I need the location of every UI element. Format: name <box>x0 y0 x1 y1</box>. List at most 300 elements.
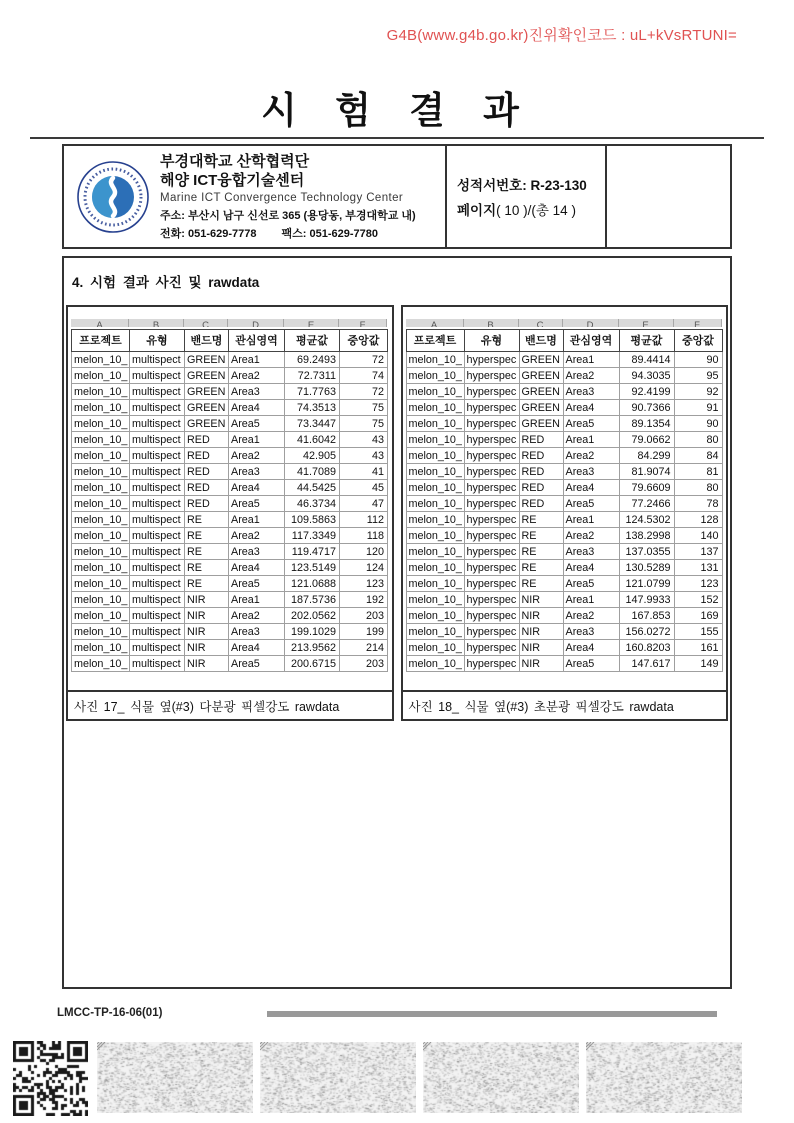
table-cell: Area5 <box>564 416 620 432</box>
table-cell: 79.6609 <box>620 480 675 496</box>
table-cell: melon_10_ <box>72 480 130 496</box>
table-cell: 80 <box>675 480 723 496</box>
page-indicator-label: 페이지 <box>457 203 497 218</box>
table-cell: Area3 <box>229 624 285 640</box>
table-cell: 120 <box>340 544 388 560</box>
table-row <box>72 608 388 624</box>
table-cell: 199.1029 <box>285 624 340 640</box>
table-cell: RED <box>520 448 564 464</box>
table-cell: 74 <box>340 368 388 384</box>
table-cell: 90.7366 <box>620 400 675 416</box>
data-strip-1 <box>97 1042 253 1113</box>
table-cell: melon_10_ <box>407 528 465 544</box>
excel-column-letter: D <box>228 319 284 327</box>
table-cell: 74.3513 <box>285 400 340 416</box>
table-cell: 149 <box>675 656 723 672</box>
column-header: 관심영역 <box>564 330 620 352</box>
table-row <box>407 416 723 432</box>
table-cell: Area4 <box>229 560 285 576</box>
table-cell: NIR <box>520 624 564 640</box>
table-cell: GREEN <box>520 416 564 432</box>
column-header: 프로젝트 <box>72 330 130 352</box>
table-cell: melon_10_ <box>72 400 130 416</box>
table-cell: multispect <box>130 496 185 512</box>
hyperspectral-excel-table <box>406 319 723 672</box>
table-cell: Area5 <box>564 576 620 592</box>
table-cell: melon_10_ <box>407 512 465 528</box>
table-cell: multispect <box>130 576 185 592</box>
table-cell: RED <box>520 464 564 480</box>
table-cell: multispect <box>130 528 185 544</box>
table-cell: 72 <box>340 352 388 368</box>
column-header: 밴드명 <box>520 330 564 352</box>
organization-info <box>160 152 416 241</box>
table-cell: 147.9933 <box>620 592 675 608</box>
table-cell: 187.5736 <box>285 592 340 608</box>
table-cell: GREEN <box>185 368 229 384</box>
table-cell: Area5 <box>564 496 620 512</box>
table-row <box>407 352 723 368</box>
table-cell: Area3 <box>229 384 285 400</box>
table-row <box>407 400 723 416</box>
column-header: 관심영역 <box>229 330 285 352</box>
table-cell: 128 <box>675 512 723 528</box>
table-cell: RE <box>520 576 564 592</box>
table-cell: melon_10_ <box>407 416 465 432</box>
table-cell: 46.3734 <box>285 496 340 512</box>
table-row <box>407 656 723 672</box>
table-cell: 77.2466 <box>620 496 675 512</box>
table-row <box>407 384 723 400</box>
document-form-code: LMCC-TP-16-06(01) <box>57 1007 163 1019</box>
table-cell: 169 <box>675 608 723 624</box>
table-cell: RE <box>185 544 229 560</box>
table-cell: RED <box>520 480 564 496</box>
footer-gray-bar <box>267 1011 717 1017</box>
table-row <box>72 496 388 512</box>
table-cell: melon_10_ <box>407 400 465 416</box>
table-cell: 72 <box>340 384 388 400</box>
excel-column-letter: C <box>184 319 228 327</box>
table-row <box>72 432 388 448</box>
table-cell: Area3 <box>564 624 620 640</box>
table-cell: Area1 <box>564 352 620 368</box>
table-cell: Area4 <box>564 400 620 416</box>
table-cell: melon_10_ <box>72 592 130 608</box>
excel-data-rows <box>71 352 388 672</box>
table-cell: 41.6042 <box>285 432 340 448</box>
table-cell: 79.0662 <box>620 432 675 448</box>
table-cell: 137.0355 <box>620 544 675 560</box>
table-cell: Area3 <box>564 464 620 480</box>
table-cell: RED <box>185 432 229 448</box>
multispectral-excel-table <box>71 319 388 672</box>
table-cell: 90 <box>675 352 723 368</box>
table-row <box>407 576 723 592</box>
photo-17-caption: 사진 17_ 식물 옆(#3) 다분광 픽셀강도 rawdata <box>68 690 392 719</box>
table-cell: RE <box>520 512 564 528</box>
multispectral-table-card <box>66 305 394 721</box>
hyperspectral-table-card <box>401 305 729 721</box>
table-row <box>72 368 388 384</box>
table-cell: 73.3447 <box>285 416 340 432</box>
table-cell: melon_10_ <box>407 576 465 592</box>
table-cell: NIR <box>520 656 564 672</box>
table-cell: 192 <box>340 592 388 608</box>
column-header: 중앙값 <box>675 330 723 352</box>
organization-cell <box>64 146 447 247</box>
table-cell: melon_10_ <box>407 368 465 384</box>
table-cell: GREEN <box>520 384 564 400</box>
table-cell: multispect <box>130 640 185 656</box>
table-cell: multispect <box>130 544 185 560</box>
table-cell: multispect <box>130 368 185 384</box>
table-cell: hyperspec <box>465 576 520 592</box>
table-cell: Area4 <box>229 400 285 416</box>
table-row <box>407 368 723 384</box>
table-cell: 147.617 <box>620 656 675 672</box>
table-cell: RED <box>185 496 229 512</box>
org-contact <box>160 225 416 241</box>
table-cell: 71.7763 <box>285 384 340 400</box>
table-row <box>72 352 388 368</box>
table-cell: Area5 <box>229 496 285 512</box>
table-cell: melon_10_ <box>407 496 465 512</box>
table-cell: RE <box>185 512 229 528</box>
table-cell: 41.7089 <box>285 464 340 480</box>
table-cell: 130.5289 <box>620 560 675 576</box>
table-row <box>407 448 723 464</box>
data-strip-3 <box>423 1042 579 1113</box>
table-cell: 109.5863 <box>285 512 340 528</box>
table-cell: melon_10_ <box>72 368 130 384</box>
table-cell: hyperspec <box>465 496 520 512</box>
table-cell: 92.4199 <box>620 384 675 400</box>
table-cell: hyperspec <box>465 432 520 448</box>
column-header: 평균값 <box>620 330 675 352</box>
table-row <box>72 640 388 656</box>
table-cell: hyperspec <box>465 544 520 560</box>
table-cell: Area2 <box>564 368 620 384</box>
table-cell: hyperspec <box>465 608 520 624</box>
table-row <box>72 560 388 576</box>
table-cell: 95 <box>675 368 723 384</box>
table-cell: RE <box>185 576 229 592</box>
table-cell: Area5 <box>564 656 620 672</box>
table-cell: melon_10_ <box>407 464 465 480</box>
table-cell: 72.7311 <box>285 368 340 384</box>
table-cell: melon_10_ <box>407 432 465 448</box>
excel-column-letter: B <box>129 319 184 327</box>
table-cell: multispect <box>130 480 185 496</box>
excel-column-letter: A <box>406 319 464 327</box>
table-cell: 203 <box>340 608 388 624</box>
table-cell: 81 <box>675 464 723 480</box>
table-cell: melon_10_ <box>72 544 130 560</box>
table-cell: hyperspec <box>465 512 520 528</box>
excel-column-letters <box>406 319 723 327</box>
table-cell: 214 <box>340 640 388 656</box>
table-cell: 91 <box>675 400 723 416</box>
table-cell: RED <box>520 496 564 512</box>
table-cell: melon_10_ <box>72 624 130 640</box>
column-header: 유형 <box>130 330 185 352</box>
table-row <box>72 528 388 544</box>
table-cell: melon_10_ <box>72 384 130 400</box>
table-cell: hyperspec <box>465 352 520 368</box>
table-cell: Area2 <box>564 608 620 624</box>
table-cell: melon_10_ <box>407 640 465 656</box>
table-cell: 84.299 <box>620 448 675 464</box>
table-cell: melon_10_ <box>407 656 465 672</box>
org-name-korean-1: 부경대학교 산학협력단 <box>160 153 310 170</box>
table-cell: 47 <box>340 496 388 512</box>
qr-code-canvas <box>13 1041 88 1116</box>
excel-column-letter: E <box>619 319 674 327</box>
table-row <box>72 512 388 528</box>
table-cell: RE <box>185 560 229 576</box>
table-cell: 43 <box>340 448 388 464</box>
table-cell: hyperspec <box>465 480 520 496</box>
table-cell: 137 <box>675 544 723 560</box>
report-info-cell <box>447 146 607 247</box>
table-cell: hyperspec <box>465 400 520 416</box>
table-row <box>407 560 723 576</box>
table-cell: GREEN <box>185 416 229 432</box>
table-cell: 112 <box>340 512 388 528</box>
barcode-strip-row <box>97 1042 742 1113</box>
data-strip-2 <box>260 1042 416 1113</box>
table-cell: 69.2493 <box>285 352 340 368</box>
excel-column-letters <box>71 319 388 327</box>
org-phone: 전화: 051-629-7778 <box>160 228 257 240</box>
table-cell: Area5 <box>229 416 285 432</box>
table-cell: 94.3035 <box>620 368 675 384</box>
table-cell: Area5 <box>229 656 285 672</box>
table-cell: 200.6715 <box>285 656 340 672</box>
table-row <box>72 576 388 592</box>
table-cell: 121.0799 <box>620 576 675 592</box>
table-cell: 89.1354 <box>620 416 675 432</box>
table-cell: 123.5149 <box>285 560 340 576</box>
table-cell: Area3 <box>564 384 620 400</box>
excel-column-letter: F <box>674 319 722 327</box>
table-cell: 124 <box>340 560 388 576</box>
table-cell: melon_10_ <box>72 512 130 528</box>
table-cell: melon_10_ <box>72 416 130 432</box>
table-row <box>407 464 723 480</box>
table-cell: GREEN <box>520 352 564 368</box>
table-cell: melon_10_ <box>72 464 130 480</box>
table-row <box>407 608 723 624</box>
table-cell: Area1 <box>229 432 285 448</box>
excel-header-row <box>71 329 388 352</box>
table-cell: NIR <box>185 624 229 640</box>
table-cell: multispect <box>130 512 185 528</box>
table-cell: NIR <box>520 608 564 624</box>
table-row <box>407 432 723 448</box>
table-cell: 123 <box>340 576 388 592</box>
table-cell: multispect <box>130 432 185 448</box>
rawdata-tables-row <box>66 305 728 721</box>
table-cell: Area1 <box>564 592 620 608</box>
table-cell: 167.853 <box>620 608 675 624</box>
table-cell: melon_10_ <box>407 384 465 400</box>
table-cell: Area2 <box>564 448 620 464</box>
table-cell: multispect <box>130 384 185 400</box>
org-fax: 팩스: 051-629-7780 <box>281 228 379 240</box>
table-cell: melon_10_ <box>407 592 465 608</box>
table-cell: Area4 <box>564 480 620 496</box>
column-header: 중앙값 <box>340 330 388 352</box>
table-cell: NIR <box>185 608 229 624</box>
section-title: 4. 시험 결과 사진 및 rawdata <box>72 275 260 290</box>
org-name-english: Marine ICT Convergence Technology Center <box>160 192 404 204</box>
table-cell: 155 <box>675 624 723 640</box>
table-row <box>72 624 388 640</box>
table-cell: 89.4414 <box>620 352 675 368</box>
table-row <box>72 544 388 560</box>
table-row <box>407 496 723 512</box>
table-cell: 138.2998 <box>620 528 675 544</box>
table-cell: 156.0272 <box>620 624 675 640</box>
table-cell: 121.0688 <box>285 576 340 592</box>
table-row <box>72 464 388 480</box>
table-cell: hyperspec <box>465 528 520 544</box>
table-cell: GREEN <box>185 384 229 400</box>
photo-18-caption: 사진 18_ 식물 옆(#3) 초분광 픽셀강도 rawdata <box>403 690 727 719</box>
table-cell: 118 <box>340 528 388 544</box>
qr-code <box>13 1041 91 1116</box>
table-cell: melon_10_ <box>407 352 465 368</box>
table-cell: melon_10_ <box>407 480 465 496</box>
table-cell: multispect <box>130 416 185 432</box>
table-cell: melon_10_ <box>72 656 130 672</box>
table-cell: NIR <box>185 592 229 608</box>
table-cell: 81.9074 <box>620 464 675 480</box>
table-cell: hyperspec <box>465 592 520 608</box>
table-cell: NIR <box>520 592 564 608</box>
table-cell: 78 <box>675 496 723 512</box>
table-cell: RED <box>185 464 229 480</box>
table-cell: 92 <box>675 384 723 400</box>
table-cell: 161 <box>675 640 723 656</box>
org-address: 주소: 부산시 남구 신선로 365 (용당동, 부경대학교 내) <box>160 210 416 222</box>
table-cell: RE <box>520 560 564 576</box>
table-cell: melon_10_ <box>72 496 130 512</box>
report-number: 성적서번호: R-23-130 <box>457 178 587 193</box>
table-cell: 199 <box>340 624 388 640</box>
excel-column-letter: B <box>464 319 519 327</box>
table-row <box>72 384 388 400</box>
table-cell: RE <box>520 544 564 560</box>
column-header: 유형 <box>465 330 520 352</box>
table-cell: Area4 <box>564 560 620 576</box>
table-cell: multispect <box>130 656 185 672</box>
table-cell: 152 <box>675 592 723 608</box>
column-header: 밴드명 <box>185 330 229 352</box>
column-header: 프로젝트 <box>407 330 465 352</box>
table-cell: multispect <box>130 560 185 576</box>
table-cell: NIR <box>185 640 229 656</box>
table-cell: RE <box>185 528 229 544</box>
table-cell: RE <box>520 528 564 544</box>
table-row <box>407 592 723 608</box>
table-row <box>72 416 388 432</box>
table-cell: Area1 <box>229 352 285 368</box>
table-cell: Area1 <box>229 512 285 528</box>
table-row <box>407 512 723 528</box>
table-cell: GREEN <box>185 400 229 416</box>
table-cell: NIR <box>185 656 229 672</box>
table-row <box>72 480 388 496</box>
table-cell: multispect <box>130 592 185 608</box>
table-row <box>72 656 388 672</box>
table-cell: Area4 <box>564 640 620 656</box>
table-cell: Area4 <box>229 480 285 496</box>
table-cell: GREEN <box>520 400 564 416</box>
table-cell: 124.5302 <box>620 512 675 528</box>
table-cell: 202.0562 <box>285 608 340 624</box>
table-row <box>407 640 723 656</box>
table-cell: multispect <box>130 352 185 368</box>
table-cell: 84 <box>675 448 723 464</box>
page-indicator-value: ( 10 )/(총 14 ) <box>496 203 576 218</box>
table-cell: 119.4717 <box>285 544 340 560</box>
table-cell: melon_10_ <box>407 560 465 576</box>
data-strip-4 <box>586 1042 742 1113</box>
table-row <box>72 592 388 608</box>
table-cell: 80 <box>675 432 723 448</box>
table-cell: Area2 <box>229 608 285 624</box>
table-cell: melon_10_ <box>72 608 130 624</box>
table-cell: melon_10_ <box>407 448 465 464</box>
table-cell: Area2 <box>564 528 620 544</box>
excel-column-letter: D <box>563 319 619 327</box>
excel-data-rows <box>406 352 723 672</box>
table-cell: 140 <box>675 528 723 544</box>
table-cell: Area4 <box>229 640 285 656</box>
page-indicator <box>457 199 605 219</box>
table-cell: Area2 <box>229 368 285 384</box>
page-title: 시 험 결 과 <box>261 90 533 131</box>
table-cell: melon_10_ <box>72 560 130 576</box>
table-cell: 41 <box>340 464 388 480</box>
table-cell: RED <box>185 448 229 464</box>
table-cell: hyperspec <box>465 368 520 384</box>
table-cell: melon_10_ <box>72 432 130 448</box>
excel-column-letter: A <box>71 319 129 327</box>
results-box <box>62 256 732 989</box>
table-cell: multispect <box>130 624 185 640</box>
table-cell: hyperspec <box>465 384 520 400</box>
table-cell: Area3 <box>229 464 285 480</box>
table-cell: 131 <box>675 560 723 576</box>
table-cell: Area2 <box>229 528 285 544</box>
table-cell: multispect <box>130 608 185 624</box>
table-cell: multispect <box>130 400 185 416</box>
title-divider <box>30 137 764 139</box>
table-row <box>407 528 723 544</box>
table-cell: melon_10_ <box>72 576 130 592</box>
table-row <box>407 480 723 496</box>
table-cell: 90 <box>675 416 723 432</box>
table-row <box>407 544 723 560</box>
letterhead-box <box>62 144 732 249</box>
table-cell: melon_10_ <box>407 624 465 640</box>
table-cell: melon_10_ <box>72 640 130 656</box>
excel-column-letter: F <box>339 319 387 327</box>
